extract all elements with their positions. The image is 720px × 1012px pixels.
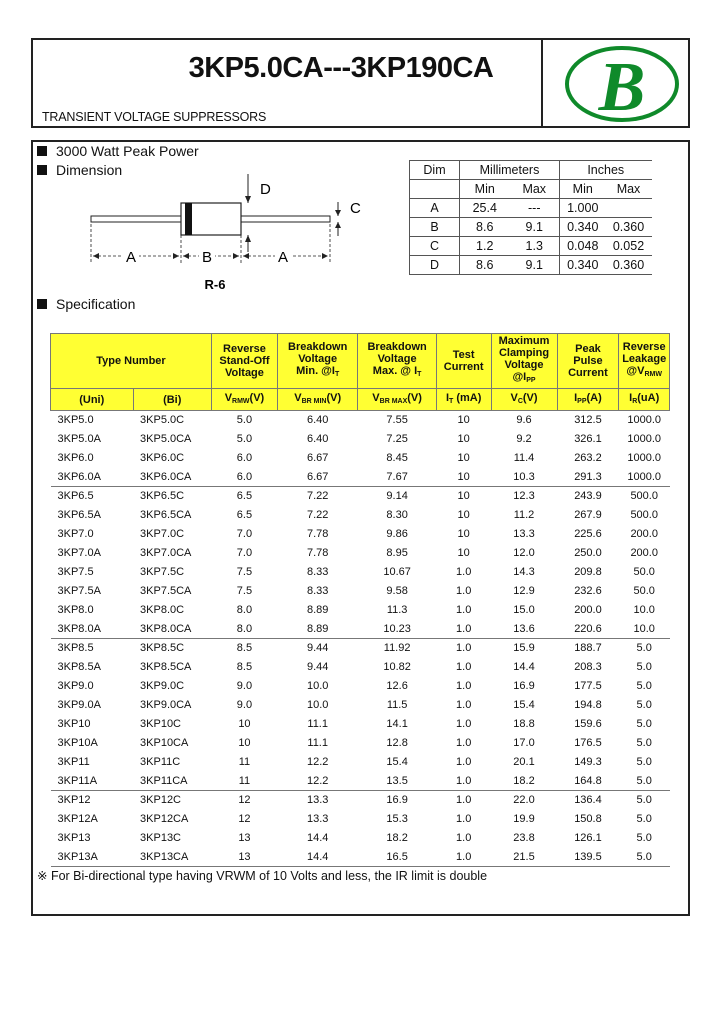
value-cell: 500.0 — [630, 509, 658, 521]
value-cell: 11.92 — [358, 639, 436, 658]
type-bi-cell: 3KP10CA — [140, 737, 189, 749]
table-row — [51, 715, 670, 734]
type-uni-cell: 3KP8.5A — [57, 661, 101, 673]
value-cell: 12.9 — [513, 585, 535, 597]
value-cell: 11.1 — [307, 737, 328, 749]
value-cell: 136.4 — [557, 791, 619, 810]
value-cell: 5.0 — [636, 737, 652, 749]
table-row — [51, 563, 670, 582]
value-cell: 10.0 — [633, 604, 655, 616]
value-cell: 9.44 — [306, 661, 329, 673]
value-cell: 8.30 — [386, 509, 408, 521]
value-cell: 1000.0 — [627, 470, 662, 483]
value-cell: 14.4 — [306, 832, 329, 844]
package-drawing — [60, 172, 380, 294]
value-cell: 9.14 — [358, 487, 436, 506]
value-cell: 6.0 — [236, 470, 253, 483]
value-cell: 8.33 — [306, 566, 329, 578]
value-cell: 6.67 — [306, 452, 329, 464]
dim-label-d: D — [260, 181, 271, 198]
dim-header-max: Max — [616, 182, 641, 196]
col-header-vrwm: Reverse Stand-Off Voltage — [211, 334, 277, 389]
value-cell: 10 — [238, 718, 251, 730]
value-cell: 5.0 — [636, 718, 652, 730]
feature-specification-text: Specification — [56, 296, 136, 312]
type-uni-cell: 3KP8.0 — [57, 604, 94, 616]
value-cell: 12.6 — [386, 680, 408, 692]
value-cell: 194.8 — [574, 699, 602, 711]
page-title: 3KP5.0CA---3KP190CA — [188, 52, 494, 84]
value-cell: 6.5 — [211, 487, 277, 506]
header-divider — [541, 40, 543, 126]
value-cell: 126.1 — [574, 832, 602, 844]
value-cell: 17.0 — [513, 737, 535, 749]
table-row — [51, 696, 670, 715]
value-cell: 9.58 — [386, 585, 408, 597]
value-cell: 10.82 — [383, 661, 411, 673]
value-cell: 9.2 — [516, 433, 532, 445]
col-header-uni: (Uni) — [51, 389, 134, 411]
value-cell: 10 — [436, 487, 491, 506]
type-bi-cell: 3KP7.5C — [140, 566, 185, 578]
type-uni-cell: 3KP7.5A — [57, 585, 101, 597]
type-bi-cell: 3KP7.0C — [140, 528, 185, 540]
value-cell: 10.0 — [306, 699, 329, 711]
value-cell: 6.40 — [306, 433, 329, 445]
dim-header-dim: Dim — [410, 161, 460, 180]
dim-row: A 25.4 --- 1.000 — [410, 199, 652, 218]
value-cell: 11.2 — [513, 509, 535, 521]
dimension-table — [409, 160, 652, 275]
value-cell: 9.86 — [386, 528, 408, 540]
value-cell: 7.0 — [236, 528, 253, 540]
type-uni-cell: 3KP6.0 — [57, 452, 94, 464]
value-cell: 6.67 — [306, 470, 329, 483]
value-cell: 291.3 — [574, 470, 602, 483]
value-cell: 12.2 — [306, 774, 329, 787]
value-cell: 176.5 — [574, 737, 602, 749]
table-row — [51, 544, 670, 563]
value-cell: 7.78 — [306, 547, 329, 559]
value-cell: 188.7 — [557, 639, 619, 658]
value-cell: 50.0 — [633, 585, 655, 597]
type-uni-cell: 3KP5.0 — [57, 414, 94, 427]
value-cell: 20.1 — [513, 756, 535, 768]
type-uni-cell: 3KP12 — [51, 791, 134, 810]
header-box — [31, 38, 690, 128]
value-cell: 149.3 — [574, 756, 602, 768]
type-bi-cell: 3KP13CA — [133, 848, 211, 867]
value-cell: 1.0 — [456, 718, 472, 730]
value-cell: 267.9 — [574, 509, 602, 521]
value-cell: 1.0 — [456, 774, 472, 787]
value-cell: 8.89 — [306, 622, 329, 635]
value-cell: 139.5 — [557, 848, 619, 867]
dim-row: C 1.2 1.3 0.048 0.052 — [410, 237, 652, 256]
value-cell: 1.0 — [456, 832, 472, 844]
value-cell: 11.5 — [386, 699, 408, 711]
value-cell: 22.0 — [491, 791, 557, 810]
table-row — [51, 468, 670, 487]
type-uni-cell: 3KP7.0 — [57, 528, 94, 540]
value-cell: 1.0 — [456, 756, 472, 768]
value-cell: 16.9 — [358, 791, 436, 810]
bullet-square-icon — [37, 165, 47, 175]
value-cell: 11.3 — [386, 604, 408, 616]
value-cell: 50.0 — [633, 566, 655, 578]
type-bi-cell: 3KP5.0C — [140, 414, 185, 427]
type-uni-cell: 3KP11 — [57, 756, 90, 768]
feature-power — [37, 143, 199, 159]
value-cell: 8.95 — [386, 547, 408, 559]
value-cell: 5.0 — [636, 813, 652, 825]
value-cell: 11.4 — [513, 452, 535, 464]
col-header-ir: Reverse Leakage $@V_{RMW}$ — [619, 334, 670, 389]
dim-header-mm: Millimeters — [460, 161, 560, 180]
value-cell: 1.0 — [456, 737, 472, 749]
value-cell: 18.8 — [513, 718, 535, 730]
type-uni-cell: 3KP6.5A — [57, 509, 101, 521]
type-bi-cell: 3KP11C — [140, 756, 181, 768]
value-cell: 1.0 — [456, 680, 472, 692]
value-cell: 250.0 — [574, 547, 602, 559]
table-row — [51, 506, 670, 525]
table-row — [51, 430, 670, 449]
type-uni-cell: 3KP8.0A — [57, 622, 101, 635]
value-cell: 13.6 — [513, 622, 535, 635]
value-cell: 8.0 — [236, 604, 253, 616]
value-cell: 21.5 — [491, 848, 557, 867]
bullet-square-icon — [37, 146, 47, 156]
type-uni-cell: 3KP9.0A — [57, 699, 101, 711]
unit-vrwm: $V_{RMW}(V)$ — [211, 389, 277, 411]
value-cell: 1.0 — [456, 585, 472, 597]
type-bi-cell: 3KP13C — [140, 832, 182, 844]
value-cell: 10.67 — [383, 566, 411, 578]
col-header-vc: Maximum Clamping Voltage $@I_{PP}$ — [491, 334, 557, 389]
specification-table-body — [51, 411, 670, 867]
value-cell: 1.0 — [436, 639, 491, 658]
feature-specification — [37, 296, 135, 312]
value-cell: 8.0 — [236, 622, 253, 635]
type-bi-cell: 3KP11CA — [140, 774, 188, 787]
type-uni-cell: 3KP6.5 — [51, 487, 134, 506]
value-cell: 1.0 — [456, 566, 472, 578]
value-cell: 263.2 — [574, 452, 602, 464]
type-uni-cell: 3KP13 — [57, 832, 91, 844]
value-cell: 6.0 — [236, 452, 253, 464]
table-row — [51, 639, 670, 658]
value-cell: 15.4 — [386, 756, 408, 768]
type-bi-cell: 3KP7.5CA — [140, 585, 192, 597]
bullet-square-icon — [37, 299, 47, 309]
dim-label-a-left: A — [125, 249, 137, 266]
unit-ipp: $I_{PP}(A)$ — [557, 389, 619, 411]
table-row — [51, 411, 670, 430]
value-cell: 6.40 — [306, 414, 329, 427]
value-cell: 18.2 — [513, 774, 535, 787]
value-cell: 209.8 — [574, 566, 602, 578]
value-cell: 8.33 — [306, 585, 329, 597]
type-bi-cell: 3KP9.0CA — [140, 699, 192, 711]
type-bi-cell: 3KP6.5C — [133, 487, 211, 506]
value-cell: 10 — [457, 414, 470, 427]
value-cell: 10 — [457, 547, 470, 559]
table-row — [51, 449, 670, 468]
value-cell: 5.0 — [636, 680, 652, 692]
value-cell: 5.0 — [619, 791, 670, 810]
value-cell: 23.8 — [513, 832, 535, 844]
type-bi-cell: 3KP8.5C — [133, 639, 211, 658]
value-cell: 14.1 — [386, 718, 408, 730]
feature-power-text: 3000 Watt Peak Power — [56, 143, 199, 159]
type-uni-cell: 3KP7.0A — [57, 547, 101, 559]
type-uni-cell: 3KP12A — [57, 813, 98, 825]
value-cell: 220.6 — [574, 622, 602, 635]
value-cell: 200.0 — [630, 528, 658, 540]
value-cell: 200.0 — [574, 604, 602, 616]
value-cell: 5.0 — [636, 699, 652, 711]
value-cell: 164.8 — [574, 774, 602, 787]
value-cell: 10.23 — [383, 622, 411, 635]
value-cell: 8.45 — [386, 452, 408, 464]
value-cell: 177.5 — [574, 680, 602, 692]
value-cell: 7.78 — [306, 528, 329, 540]
logo-letter: B — [598, 49, 646, 125]
value-cell: 312.5 — [574, 414, 602, 427]
value-cell: 5.0 — [636, 661, 652, 673]
table-row — [51, 582, 670, 601]
value-cell: 18.2 — [386, 832, 408, 844]
value-cell: 5.0 — [636, 756, 652, 768]
dim-header-in: Inches — [587, 163, 625, 177]
type-bi-cell: 3KP6.0CA — [140, 470, 192, 483]
value-cell: 1000.0 — [627, 452, 662, 464]
value-cell: 10 — [238, 737, 251, 749]
value-cell: 13 — [211, 848, 277, 867]
type-bi-cell: 3KP8.5CA — [140, 661, 192, 673]
value-cell: 5.0 — [636, 774, 652, 787]
type-uni-cell: 3KP10 — [57, 718, 91, 730]
col-header-it: Test Current — [436, 334, 491, 389]
table-row — [51, 791, 670, 810]
value-cell: 16.9 — [513, 680, 535, 692]
type-bi-cell: 3KP6.5CA — [140, 509, 192, 521]
type-bi-cell: 3KP12C — [133, 791, 211, 810]
table-row — [51, 772, 670, 791]
dim-row: D 8.6 9.1 0.340 0.360 — [410, 256, 652, 275]
value-cell: 19.9 — [513, 813, 535, 825]
col-header-type: Type Number — [51, 334, 212, 389]
value-cell: 14.4 — [513, 661, 535, 673]
type-uni-cell: 3KP13A — [51, 848, 134, 867]
value-cell: 7.5 — [236, 566, 253, 578]
value-cell: 16.5 — [358, 848, 436, 867]
page-subtitle: TRANSIENT VOLTAGE SUPPRESSORS — [42, 110, 267, 124]
table-row — [51, 620, 670, 639]
value-cell: 14.4 — [277, 848, 357, 867]
value-cell: 1000.0 — [627, 414, 662, 427]
table-row — [51, 848, 670, 867]
value-cell: 1.0 — [456, 604, 472, 616]
value-cell: 13.3 — [277, 791, 357, 810]
brand-logo — [564, 43, 680, 125]
col-header-vbr-max: Breakdown Voltage Max. @ $I_T$ — [358, 334, 436, 389]
dim-label-c: C — [350, 200, 361, 217]
type-uni-cell: 3KP8.5 — [51, 639, 134, 658]
unit-vc: $V_C(V)$ — [491, 389, 557, 411]
value-cell: 12.2 — [306, 756, 329, 768]
type-uni-cell: 3KP6.0A — [57, 470, 101, 483]
value-cell: 1.0 — [436, 791, 491, 810]
value-cell: 7.0 — [236, 547, 253, 559]
value-cell: 12 — [211, 791, 277, 810]
value-cell: 9.6 — [516, 414, 532, 427]
value-cell: 11 — [238, 774, 251, 787]
specification-table — [50, 333, 670, 867]
unit-it: $I_T$ (mA) — [436, 389, 491, 411]
value-cell: 10.0 — [306, 680, 329, 692]
value-cell: 159.6 — [574, 718, 602, 730]
table-row — [51, 753, 670, 772]
value-cell: 12.8 — [386, 737, 408, 749]
value-cell: 8.5 — [236, 661, 253, 673]
value-cell: 1.0 — [456, 813, 472, 825]
type-bi-cell: 3KP5.0CA — [140, 433, 192, 445]
unit-vbr-min: $V_{BR MIN}(V)$ — [277, 389, 357, 411]
value-cell: 6.5 — [236, 509, 253, 521]
value-cell: 1.0 — [456, 699, 472, 711]
table-row — [51, 601, 670, 620]
value-cell: 9.0 — [236, 699, 253, 711]
type-bi-cell: 3KP12CA — [140, 813, 189, 825]
type-bi-cell: 3KP9.0C — [140, 680, 185, 692]
value-cell: 326.1 — [574, 433, 602, 445]
table-row — [51, 829, 670, 848]
value-cell: 12.3 — [491, 487, 557, 506]
table-row — [51, 810, 670, 829]
value-cell: 5.0 — [619, 848, 670, 867]
value-cell: 150.8 — [574, 813, 602, 825]
value-cell: 15.4 — [513, 699, 535, 711]
type-bi-cell: 3KP8.0CA — [140, 622, 192, 635]
value-cell: 13 — [238, 832, 251, 844]
value-cell: 9.0 — [236, 680, 253, 692]
value-cell: 14.3 — [513, 566, 535, 578]
value-cell: 5.0 — [236, 414, 253, 427]
unit-vbr-max: $V_{BR MAX}(V)$ — [358, 389, 436, 411]
value-cell: 10.0 — [633, 622, 655, 635]
value-cell: 13.3 — [513, 528, 535, 540]
dim-row: B 8.6 9.1 0.340 0.360 — [410, 218, 652, 237]
value-cell: 1000.0 — [627, 433, 662, 445]
table-row — [51, 734, 670, 753]
dim-label-b: B — [201, 249, 213, 266]
value-cell: 10 — [457, 452, 470, 464]
footnote: ※ For Bi-directional type having VRWM of 10 Volts and less, the IR limit is double — [37, 869, 488, 883]
type-uni-cell: 3KP10A — [57, 737, 98, 749]
table-row — [51, 525, 670, 544]
feature-dimension-text: Dimension — [56, 162, 123, 178]
value-cell: 9.44 — [277, 639, 357, 658]
value-cell: 1.0 — [456, 661, 472, 673]
col-header-vbr-min: Breakdown Voltage Min. $@I_T$ — [277, 334, 357, 389]
unit-ir: $I_R(uA)$ — [619, 389, 670, 411]
type-bi-cell: 3KP8.0C — [140, 604, 185, 616]
value-cell: 15.0 — [513, 604, 535, 616]
table-row — [51, 677, 670, 696]
value-cell: 10 — [457, 509, 470, 521]
value-cell: 7.25 — [386, 433, 408, 445]
value-cell: 7.22 — [306, 509, 329, 521]
value-cell: 10 — [457, 433, 470, 445]
type-uni-cell: 3KP9.0 — [57, 680, 94, 692]
value-cell: 243.9 — [557, 487, 619, 506]
value-cell: 12 — [238, 813, 251, 825]
value-cell: 232.6 — [574, 585, 602, 597]
col-header-bi: (Bi) — [133, 389, 211, 411]
value-cell: 7.22 — [277, 487, 357, 506]
value-cell: 10 — [457, 528, 470, 540]
value-cell: 13.5 — [386, 774, 408, 787]
value-cell: 15.3 — [386, 813, 408, 825]
type-bi-cell: 3KP7.0CA — [140, 547, 192, 559]
value-cell: 5.0 — [236, 433, 253, 445]
type-uni-cell: 3KP11A — [57, 774, 98, 787]
value-cell: 7.67 — [386, 470, 408, 483]
value-cell: 10 — [457, 470, 470, 483]
type-uni-cell: 3KP5.0A — [57, 433, 101, 445]
value-cell: 10.3 — [513, 470, 535, 483]
value-cell: 13.3 — [306, 813, 329, 825]
type-bi-cell: 3KP6.0C — [140, 452, 185, 464]
value-cell: 200.0 — [630, 547, 658, 559]
value-cell: 8.5 — [211, 639, 277, 658]
value-cell: 8.89 — [306, 604, 329, 616]
value-cell: 11.1 — [307, 718, 328, 730]
value-cell: 15.9 — [491, 639, 557, 658]
dim-header-min: Min — [572, 182, 593, 196]
type-uni-cell: 3KP7.5 — [57, 566, 94, 578]
value-cell: 5.0 — [619, 639, 670, 658]
value-cell: 208.3 — [574, 661, 602, 673]
dim-header-min: Min — [474, 182, 495, 196]
dim-header-max: Max — [510, 180, 560, 199]
cathode-band — [185, 203, 192, 235]
package-name: R-6 — [204, 277, 226, 292]
value-cell: 11 — [238, 756, 251, 768]
type-bi-cell: 3KP10C — [140, 718, 182, 730]
value-cell: 1.0 — [436, 848, 491, 867]
value-cell: 225.6 — [574, 528, 602, 540]
value-cell: 1.0 — [456, 622, 472, 635]
table-row — [51, 658, 670, 677]
table-row — [51, 487, 670, 506]
value-cell: 12.0 — [513, 547, 535, 559]
dim-label-a-right: A — [277, 249, 289, 266]
value-cell: 5.0 — [636, 832, 652, 844]
value-cell: 500.0 — [619, 487, 670, 506]
value-cell: 7.55 — [386, 414, 408, 427]
value-cell: 7.5 — [236, 585, 253, 597]
col-header-ipp: Peak Pulse Current — [557, 334, 619, 389]
